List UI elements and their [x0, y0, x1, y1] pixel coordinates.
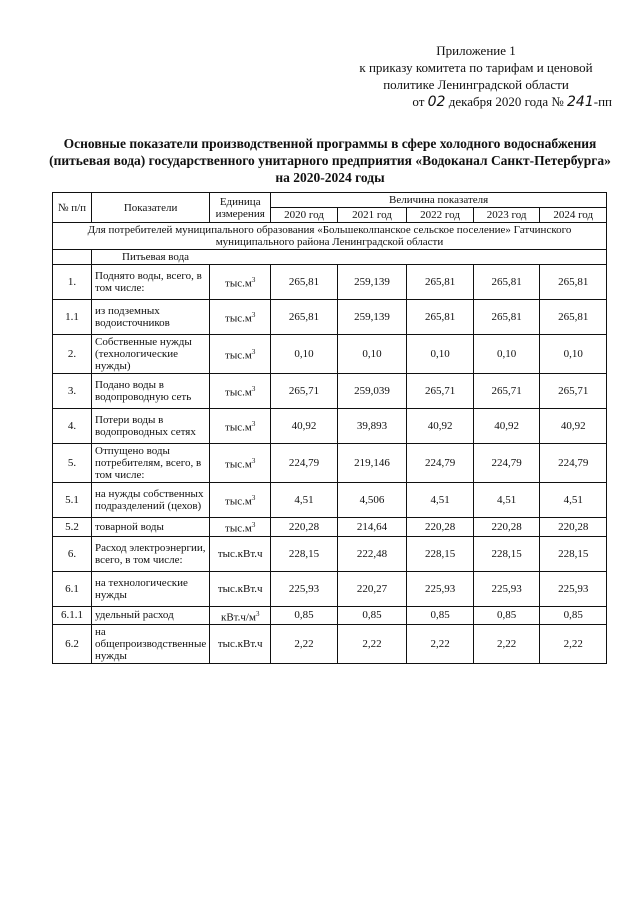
row-num: 5.1: [53, 483, 92, 518]
row-value: 265,71: [407, 374, 474, 409]
row-value: 219,146: [337, 444, 407, 483]
row-value: 224,79: [540, 444, 607, 483]
header-unit: Единица измерения: [210, 193, 271, 223]
row-value: 220,28: [407, 518, 474, 537]
unit-text: тыс.м: [225, 349, 252, 362]
row-unit: [210, 374, 271, 409]
table-row: [53, 444, 607, 483]
appendix-date-line: [340, 93, 612, 111]
row-value: 214,64: [337, 518, 407, 537]
row-value: 225,93: [271, 571, 338, 606]
row-num: 3.: [53, 374, 92, 409]
row-value: 4,506: [337, 483, 407, 518]
row-unit: [210, 444, 271, 483]
unit-text: тыс.м: [225, 495, 252, 508]
row-value: 40,92: [473, 409, 540, 444]
unit-text: тыс.м: [225, 421, 252, 434]
row-name: на общепроизводственные нужды: [92, 625, 210, 664]
table-row: [53, 571, 607, 606]
handwritten-number: 241: [567, 94, 594, 110]
row-value: 259,139: [337, 300, 407, 335]
row-unit: [210, 571, 271, 606]
row-value: 265,81: [473, 300, 540, 335]
unit-superscript: 3: [251, 348, 256, 357]
row-name: товарной воды: [92, 518, 210, 537]
row-value: 2,22: [271, 625, 338, 664]
row-value: 0,10: [473, 335, 540, 374]
unit-superscript: 3: [251, 521, 256, 529]
unit-text: тыс.кВт.ч: [217, 638, 263, 651]
row-num: 5.2: [53, 518, 92, 537]
row-value: 40,92: [407, 409, 474, 444]
title-line-1: Основные показатели производственной программы в сфере холодного водоснабжения: [63, 136, 597, 151]
row-value: 220,28: [473, 518, 540, 537]
row-value: 40,92: [540, 409, 607, 444]
row-unit: [210, 265, 271, 300]
unit-superscript: 3: [251, 311, 256, 320]
table-row: [53, 536, 607, 571]
row-num: 1.1: [53, 300, 92, 335]
unit-text: тыс.м: [225, 312, 252, 325]
row-value: 265,81: [540, 300, 607, 335]
row-name: Потери воды в водопроводных сетях: [92, 409, 210, 444]
unit-text: тыс.м: [225, 277, 252, 290]
unit-text: тыс.кВт.ч: [217, 547, 263, 560]
unit-superscript: 3: [251, 457, 256, 466]
row-name: Отпущено воды потребителям, всего, в том числе:: [92, 444, 210, 483]
row-name: Подано воды в водопроводную сеть: [92, 374, 210, 409]
row-value: 224,79: [407, 444, 474, 483]
row-value: 228,15: [407, 536, 474, 571]
row-unit: [210, 300, 271, 335]
row-unit: [210, 518, 271, 537]
row-value: 225,93: [407, 571, 474, 606]
row-value: 4,51: [473, 483, 540, 518]
row-value: 0,10: [540, 335, 607, 374]
row-value: 39,893: [337, 409, 407, 444]
row-name: Собственные нужды (технологические нужды): [92, 335, 210, 374]
row-unit: [210, 625, 271, 664]
row-value: 224,79: [271, 444, 338, 483]
unit-superscript: 3: [251, 385, 256, 394]
row-unit: [210, 409, 271, 444]
row-value: 0,10: [271, 335, 338, 374]
row-value: 222,48: [337, 536, 407, 571]
unit-text: тыс.м: [225, 458, 252, 471]
table-row: [53, 335, 607, 374]
row-unit: [210, 536, 271, 571]
row-value: 265,81: [407, 265, 474, 300]
row-value: 0,85: [271, 606, 338, 625]
row-value: 228,15: [540, 536, 607, 571]
unit-text: кВт.ч/м: [220, 611, 256, 624]
header-name: Показатели: [92, 193, 210, 223]
row-value: 4,51: [407, 483, 474, 518]
row-name: Поднято воды, всего, в том числе:: [92, 265, 210, 300]
unit-superscript: 3: [251, 494, 256, 503]
row-num: 5.: [53, 444, 92, 483]
row-value: 228,15: [271, 536, 338, 571]
row-num: 6.: [53, 536, 92, 571]
date-prefix: от: [412, 94, 425, 109]
row-name: из подземных водоисточников: [92, 300, 210, 335]
unit-text: тыс.кВт.ч: [217, 582, 263, 595]
row-value: 265,71: [473, 374, 540, 409]
row-name: Расход электроэнергии, всего, в том числе:: [92, 536, 210, 571]
row-value: 265,71: [271, 374, 338, 409]
number-suffix: -пп: [593, 94, 612, 109]
row-value: 265,81: [271, 300, 338, 335]
row-unit: [210, 483, 271, 518]
appendix-order-line: к приказу комитета по тарифам и ценовой: [359, 60, 593, 75]
section-row: Питьевая вода: [92, 250, 607, 265]
table-row: [53, 265, 607, 300]
table-row: [53, 374, 607, 409]
table-row: [53, 300, 607, 335]
row-num: 6.1.1: [53, 606, 92, 625]
row-value: 2,22: [337, 625, 407, 664]
date-middle: декабря 2020 года №: [448, 94, 564, 109]
indicators-table: [52, 192, 607, 664]
row-name: удельный расход: [92, 606, 210, 625]
row-value: 225,93: [473, 571, 540, 606]
row-value: 0,85: [540, 606, 607, 625]
table-row: [53, 518, 607, 537]
table-row: [53, 483, 607, 518]
appendix-committee-line: политике Ленинградской области: [383, 77, 569, 92]
row-value: 265,71: [540, 374, 607, 409]
header-year: 2024 год: [540, 208, 607, 223]
row-value: 0,85: [473, 606, 540, 625]
row-value: 259,039: [337, 374, 407, 409]
row-value: 2,22: [473, 625, 540, 664]
row-value: 2,22: [407, 625, 474, 664]
table-row: [53, 625, 607, 664]
row-value: 4,51: [540, 483, 607, 518]
header-num: № п/п: [53, 193, 92, 223]
row-value: 0,85: [407, 606, 474, 625]
row-value: 220,28: [271, 518, 338, 537]
row-value: 228,15: [473, 536, 540, 571]
row-value: 4,51: [271, 483, 338, 518]
table-row: [53, 606, 607, 625]
unit-text: тыс.м: [225, 386, 252, 399]
unit-superscript: 3: [251, 276, 256, 285]
consumer-row: Для потребителей муниципального образования «Большеколпанское сельское поселение» Гатчинского муниципального района Ленинградской области: [53, 223, 607, 250]
row-value: 265,81: [407, 300, 474, 335]
row-value: 0,10: [407, 335, 474, 374]
section-empty-cell: [53, 250, 92, 265]
row-value: 265,81: [473, 265, 540, 300]
header-year: 2020 год: [271, 208, 338, 223]
appendix-block: [340, 42, 612, 111]
row-value: 220,27: [337, 571, 407, 606]
unit-text: тыс.м: [225, 522, 252, 535]
row-value: 259,139: [337, 265, 407, 300]
row-value: 265,81: [271, 265, 338, 300]
row-unit: [210, 335, 271, 374]
row-value: 220,28: [540, 518, 607, 537]
row-value: 265,81: [540, 265, 607, 300]
document-title: [40, 135, 620, 186]
row-num: 1.: [53, 265, 92, 300]
header-year: 2021 год: [337, 208, 407, 223]
row-value: 40,92: [271, 409, 338, 444]
row-num: 6.2: [53, 625, 92, 664]
header-year: 2023 год: [473, 208, 540, 223]
row-value: 225,93: [540, 571, 607, 606]
row-value: 0,10: [337, 335, 407, 374]
header-year: 2022 год: [407, 208, 474, 223]
unit-superscript: 3: [255, 609, 260, 618]
row-name: на нужды собственных подразделений (цехов): [92, 483, 210, 518]
handwritten-day: 02: [427, 94, 446, 110]
title-line-2: (питьевая вода) государственного унитарного предприятия «Водоканал Санкт-Петербурга»: [49, 153, 611, 168]
row-value: 2,22: [540, 625, 607, 664]
row-num: 6.1: [53, 571, 92, 606]
row-num: 4.: [53, 409, 92, 444]
unit-superscript: 3: [251, 420, 256, 429]
row-value: 0,85: [337, 606, 407, 625]
table-row: [53, 409, 607, 444]
header-value: Величина показателя: [271, 193, 607, 208]
title-line-3: на 2020-2024 годы: [275, 170, 385, 185]
row-name: на технологические нужды: [92, 571, 210, 606]
appendix-title: Приложение 1: [436, 43, 516, 58]
row-num: 2.: [53, 335, 92, 374]
row-unit: [210, 606, 271, 625]
row-value: 224,79: [473, 444, 540, 483]
